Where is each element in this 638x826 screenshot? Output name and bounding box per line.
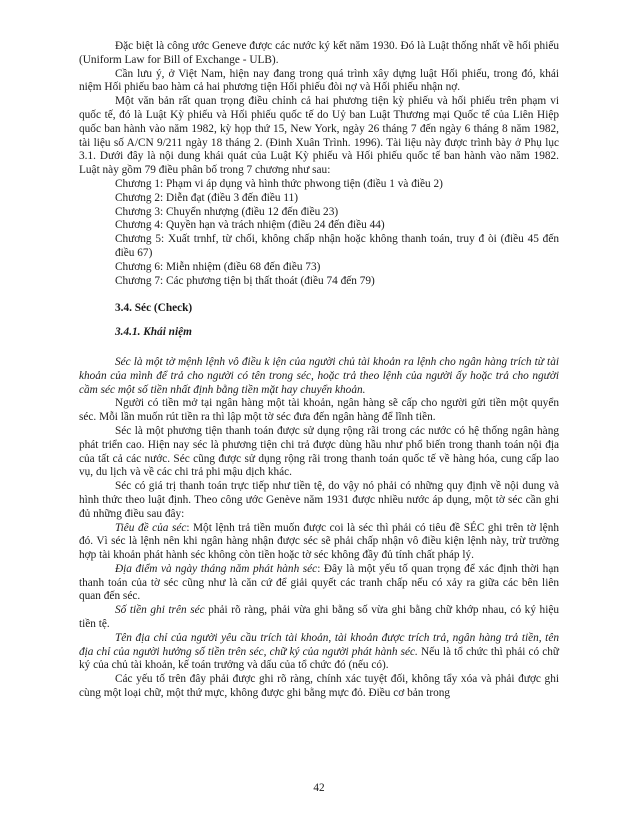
term-place-date: Địa điểm và ngày tháng năm phát hành séc	[115, 562, 318, 575]
chapter-item: Chương 2: Diễn đạt (điều 3 đến điều 11)	[115, 191, 298, 204]
paragraph-geneve: Đặc biệt là công ước Geneve được các nước ký kết năm 1930. Đó là Luật thống nhất về hối phiếu (Uniform Law for Bill of Exchange - ULB).	[79, 40, 559, 66]
paragraph-international-law: Một văn bản rất quan trọng điều chỉnh cả hai phương tiện kỳ phiếu và hối phiếu trên phạm vi quốc tế, đó là Luật Kỳ phiếu và Hối phiếu quốc tế do Uỷ ban Luật Thương mại Quốc tế của Liên Hiệp quốc ban hành vào năm 1982, kỳ họp thứ 15, New York, ngày 26 tháng 7 đến ngày 6 tháng 8 năm 1982, tài liệu số A/CN 9/211 ngày 18 tháng 2. (Đinh Xuân Trình. 1996). Tài liệu này được trình bày ở Phụ lục 3.1. Dưới đây là nội dung khái quát của Luật Kỳ phiếu và Hối phiếu quốc tế ban hành vào năm 1982. Luật này gồm 79 điều phân bố trong 7 chương như sau:	[79, 95, 559, 177]
paragraph-usage: Séc là một phương tiện thanh toán được sử dụng rộng rãi trong các nước có hệ thống ngân hàng phát triển cao. Hiện nay séc là phương tiện chi trả được dùng hầu như phổ biến trong thanh toán nội địa của tất cả các nước. Séc cũng được sử dụng rộng rãi trong thanh toán quốc tế về hàng hóa, cung cấp lao vụ, du lịch và về các chi trả phi mậu dịch khác.	[79, 424, 559, 479]
paragraph-vietnam-note: Cần lưu ý, ở Việt Nam, hiện nay đang trong quá trình xây dựng luật Hối phiếu, trong đó, khái niệm Hối phiếu bao hàm cả hai phương tiện Hối phiếu đòi nợ và Hối phiếu nhận nợ.	[79, 67, 559, 94]
paragraph-account: Người có tiền mở tại ngân hàng một tài khoản, ngân hàng sẽ cấp cho người gửi tiền một quyển séc. Mỗi lần muốn rút tiền ra thì lập một tờ séc đưa đến ngân hàng để lĩnh tiền.	[79, 397, 559, 424]
section-heading: 3.4. Séc (Check)	[115, 302, 193, 315]
paragraph-requirements: Séc có giá trị thanh toán trực tiếp như tiền tệ, do vậy nó phải có những quy định về nội dung và hình thức theo luật định. Theo công ước Genève năm 1931 được nhiều nước áp dụng, một tờ séc cần ghi đủ những điều sau đây:	[79, 480, 559, 520]
term-cheque-title-desc: : Một lệnh trả tiền muốn được coi là séc thì phải có tiêu đề SÉC ghi trên tờ lệnh đó. Vì séc là lệnh nên khi ngân hàng nhận được séc sẽ phải chấp nhận vô điều kiện lệnh này, trừ trường hợp tài khoản phát hành séc không còn tiền hoặc tờ séc không đầy đủ tính chất pháp lý.	[79, 521, 559, 562]
term-amount-desc: phải rõ ràng, phải vừa ghi bằng số vừa ghi bằng chữ khớp nhau, có ký hiệu tiền tệ.	[79, 604, 559, 631]
chapter-item: Chương 4: Quyền hạn và trách nhiệm (điều 24 đến điều 44)	[115, 219, 385, 232]
page-number: 42	[313, 782, 325, 794]
paragraph-place-date	[79, 563, 559, 604]
chapter-item: Chương 1: Phạm vi áp dụng và hình thức phwong tiện (điều 1 và điều 2)	[115, 177, 443, 190]
subsection-heading: 3.4.1. Khái niệm	[115, 326, 192, 339]
term-parties: Tên địa chỉ của người yêu cầu trích tài khoản, tài khoản được trích trả, ngân hàng trả tiền, tên địa chỉ của người hưởng số tiền trên séc, chữ ký của người phát hành séc.	[79, 631, 559, 658]
chapter-item: Chương 7: Các phương tiện bị thất thoát (điều 74 đến 79)	[115, 274, 375, 287]
chapter-item: Chương 6: Miễn nhiệm (điều 68 đến điều 73)	[115, 260, 321, 273]
paragraph-writing-rules: Các yếu tố trên đây phải được ghi rõ ràng, chính xác tuyệt đối, không tẩy xóa và phải được ghi cùng một loại chữ, một thứ mực, không được ghi bằng mực đỏ. Điều cơ bản trong	[79, 673, 559, 700]
paragraph-parties	[79, 632, 559, 673]
chapter-list	[79, 178, 559, 288]
paragraph-cheque-title	[79, 522, 559, 563]
chapter-item: Chương 5: Xuất trnhf, từ chối, không chấp nhận hoặc không thanh toán, truy đ òi (điều 45 đến điều 67)	[115, 233, 559, 259]
term-parties-desc: Nếu là tổ chức thì phải có chữ ký của chủ tài khoản, kế toán trưởng và dấu của tổ chức đó (nếu có).	[79, 645, 559, 672]
term-amount: Số tiền ghi trên séc	[115, 604, 205, 617]
term-cheque-title: Tiêu đề của séc	[115, 521, 187, 534]
paragraph-amount	[79, 604, 559, 632]
document-page	[79, 40, 559, 701]
cheque-definition: Séc là một tờ mệnh lệnh vô điều k iện của người chủ tài khoản ra lệnh cho ngân hàng trích từ tài khoản của mình để trả cho người có tên trong séc, hoặc trả theo lệnh của người ấy hoặc trả cho người cầm séc một số tiền nhất định bằng tiền mặt hay chuyển khoản.	[79, 355, 559, 396]
chapter-item: Chương 3: Chuyển nhượng (điều 12 đến điều 23)	[115, 205, 339, 218]
term-place-date-desc: : Đây là một yếu tố quan trọng để xác định thời hạn thanh toán của tờ séc cũng như là căn cứ để giải quyết các tranh chấp nếu có xảy ra giữa các bên liên quan đến séc.	[79, 562, 559, 603]
